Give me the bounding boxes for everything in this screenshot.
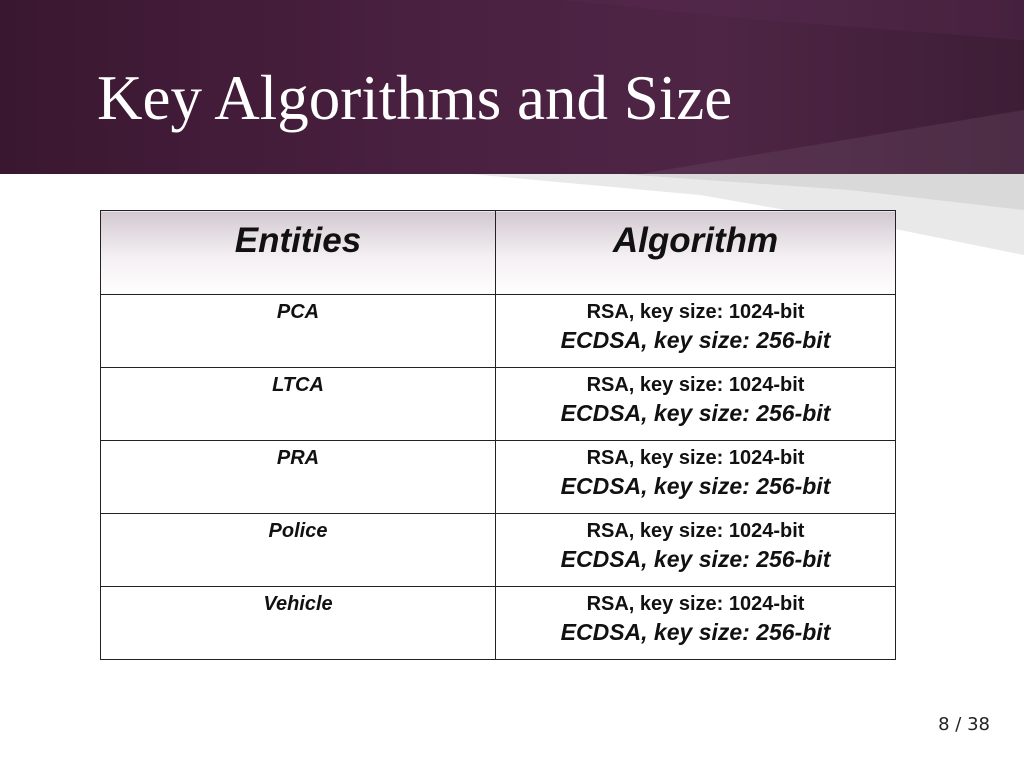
rsa-key-size-text: RSA, key size: 1024-bit (586, 301, 805, 323)
rsa-key-size-text: RSA, key size: 1024-bit (586, 520, 805, 542)
ecdsa-key-size-text: ECDSA, key size: 256-bit (560, 327, 831, 353)
algorithm-cell (496, 295, 896, 368)
table-row (101, 514, 896, 587)
page-current: 8 (938, 714, 950, 735)
algorithm-cell (496, 368, 896, 441)
algorithm-cell (496, 441, 896, 514)
page-number (938, 714, 990, 735)
ecdsa-key-size-text: ECDSA, key size: 256-bit (560, 546, 831, 572)
table-row (101, 587, 896, 660)
entity-cell: PRA (101, 441, 496, 514)
ecdsa-key-size-text: ECDSA, key size: 256-bit (560, 619, 831, 645)
entity-cell: PCA (101, 295, 496, 368)
column-header-entities: Entities (101, 211, 496, 295)
entity-cell: Police (101, 514, 496, 587)
table-row (101, 441, 896, 514)
algorithm-cell (496, 587, 896, 660)
rsa-key-size-text: RSA, key size: 1024-bit (586, 374, 805, 396)
page-title: Key Algorithms and Size (97, 63, 733, 133)
entity-cell: LTCA (101, 368, 496, 441)
page-separator: / (955, 714, 962, 735)
algorithm-cell (496, 514, 896, 587)
ecdsa-key-size-text: ECDSA, key size: 256-bit (560, 473, 831, 499)
column-header-algorithm: Algorithm (496, 211, 896, 295)
rsa-key-size-text: RSA, key size: 1024-bit (586, 447, 805, 469)
entity-cell: Vehicle (101, 587, 496, 660)
table-row (101, 295, 896, 368)
table-row (101, 368, 896, 441)
algorithms-table (100, 210, 896, 660)
rsa-key-size-text: RSA, key size: 1024-bit (586, 593, 805, 615)
page-total: 38 (967, 714, 990, 735)
ecdsa-key-size-text: ECDSA, key size: 256-bit (560, 400, 831, 426)
table-header-row (101, 211, 896, 295)
